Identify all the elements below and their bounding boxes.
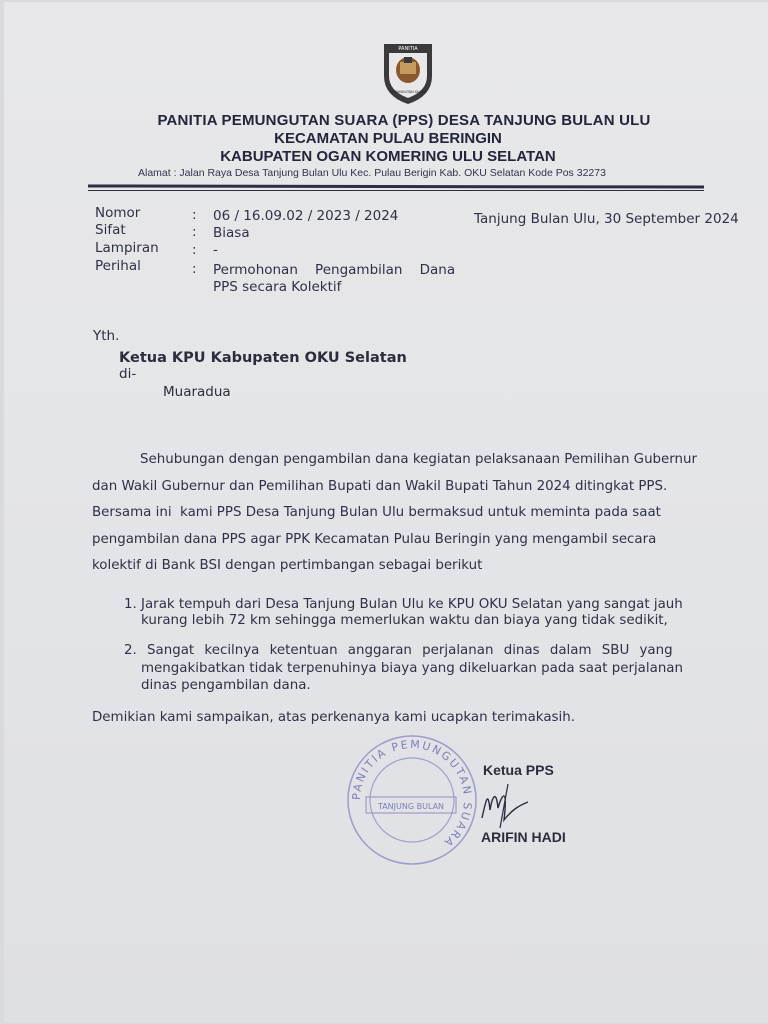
lampiran-value: - xyxy=(213,242,218,258)
lampiran-label: Lampiran xyxy=(95,240,159,256)
header-line-1: PANITIA PEMUNGUTAN SUARA (PPS) DESA TANJUNG BULAN ULU xyxy=(157,112,651,129)
body-paragraph-line: Bersama ini kami PPS Desa Tanjung Bulan Ulu bermaksud untuk meminta pada saat xyxy=(92,505,661,520)
body-paragraph-line: kolektif di Bank BSI dengan pertimbangan sebagai berikut xyxy=(92,558,483,573)
recipient-city: Muaradua xyxy=(163,384,231,400)
sifat-value: Biasa xyxy=(213,225,250,241)
stamp-center-text: TANJUNG BULAN xyxy=(377,802,445,811)
perihal-value-line1: Permohonan Pengambilan Dana xyxy=(213,262,456,278)
closing-sentence: Demikian kami sampaikan, atas perkenanya kami ucapkan terimakasih. xyxy=(92,710,575,725)
recipient-salutation: Yth. xyxy=(93,328,120,344)
signatory-name: ARIFIN HADI xyxy=(481,829,566,845)
body-paragraph-line: dan Wakil Gubernur dan Pemilihan Bupati dan Wakil Bupati Tahun 2024 ditingkat PPS. xyxy=(92,479,668,494)
lampiran-colon: : xyxy=(192,242,197,258)
perihal-value-line2: PPS secara Kolektif xyxy=(213,279,342,295)
nomor-colon: : xyxy=(192,207,197,223)
header-divider-thin xyxy=(88,190,704,191)
recipient-di: di- xyxy=(119,366,137,382)
body-paragraph-line: pengambilan dana PPS agar PPK Kecamatan Pulau Beringin yang mengambil secara xyxy=(92,532,657,547)
body-paragraph-line: Sehubungan dengan pengambilan dana kegiatan pelaksanaan Pemilihan Gubernur xyxy=(140,452,698,467)
signatory-title: Ketua PPS xyxy=(483,762,554,778)
list-item-2-line: mengakibatkan tidak terpenuhinya biaya yang dikeluarkan pada saat perjalanan xyxy=(141,661,683,676)
recipient-name: Ketua KPU Kabupaten OKU Selatan xyxy=(119,350,407,366)
letter-date: Tanjung Bulan Ulu, 30 September 2024 xyxy=(474,211,739,227)
list-item-1-line: 1. Jarak tempuh dari Desa Tanjung Bulan Ulu ke KPU OKU Selatan yang sangat jauh xyxy=(124,597,683,612)
list-item-2-line: 2. Sangat kecilnya ketentuan anggaran perjalanan dinas dalam SBU yang xyxy=(124,643,673,658)
stamp-ring-text: PANITIA PEMUNGUTAN SUARA xyxy=(349,737,475,851)
logo-text-bottom: PEMUNGUTAN SUARA xyxy=(389,90,427,94)
sifat-colon: : xyxy=(192,224,197,240)
nomor-value: 06 / 16.09.02 / 2023 / 2024 xyxy=(213,208,399,224)
header-line-2: KECAMATAN PULAU BERINGIN xyxy=(274,130,502,147)
svg-text:PANITIA PEMUNGUTAN SUARA xyxy=(350,738,474,850)
perihal-label: Perihal xyxy=(95,258,141,274)
list-item-2-line: dinas pengambilan dana. xyxy=(141,678,311,693)
perihal-colon: : xyxy=(192,261,197,277)
kpu-logo-icon xyxy=(380,40,436,106)
header-address: Alamat : Jalan Raya Desa Tanjung Bulan Ulu Kec. Pulau Berigin Kab. OKU Selatan Kode Pos 32273 xyxy=(138,167,606,179)
handwritten-signature xyxy=(478,780,534,832)
nomor-label: Nomor xyxy=(95,205,141,221)
list-item-1-line: kurang lebih 72 km sehingga memerlukan waktu dan biaya yang tidak sedikit, xyxy=(141,613,668,628)
official-stamp xyxy=(342,733,482,867)
header-line-3: KABUPATEN OGAN KOMERING ULU SELATAN xyxy=(220,148,556,165)
logo-text-top: PANITIA xyxy=(398,46,418,52)
sifat-label: Sifat xyxy=(95,222,126,238)
